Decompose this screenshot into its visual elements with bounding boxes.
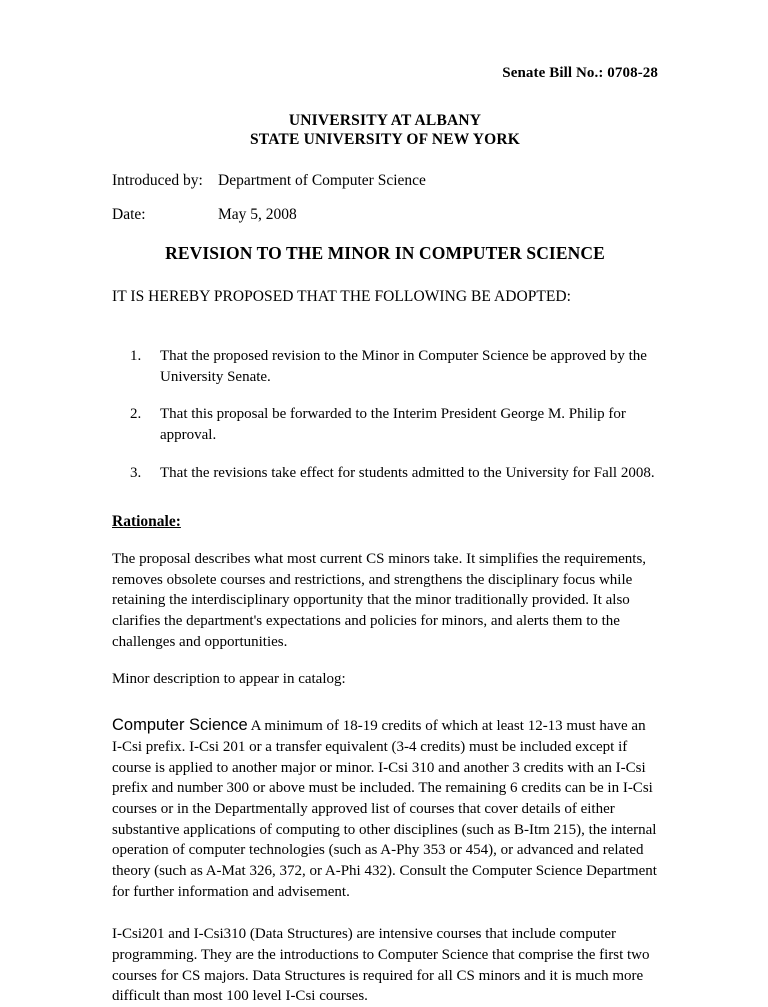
list-item-number: 3. [130,464,142,481]
rationale-heading: Rationale: [112,513,181,531]
introduced-by-value: Department of Computer Science [218,172,426,190]
date-value: May 5, 2008 [218,205,297,223]
list-item-number: 1. [130,347,142,364]
senate-bill-number: Senate Bill No.: 0708-28 [502,65,658,81]
catalog-description-paragraph [112,714,658,902]
page-title: REVISION TO THE MINOR IN COMPUTER SCIENCE [165,243,605,264]
list-item [112,404,658,445]
rationale-paragraph: The proposal describes what most current CS minors take. It simplifies the requirements, removes obsolete courses and restrictions, and strengthens the disciplinary focus while retaining the interdisciplinary opportunity that the minor traditionally provided. It also clarifies the department's expectations and policies for minors, and alerts them to the challenges and opportunities. [112,550,647,650]
proposal-list [112,346,658,483]
catalog-intro-line: Minor description to appear in catalog: [112,671,346,688]
date-label: Date: [112,205,146,223]
list-item-text: That the proposed revision to the Minor in Computer Science be approved by the University Senate. [160,347,647,385]
document-content [112,0,658,1007]
catalog-subject-name: Computer Science [112,716,248,735]
proposed-statement: IT IS HEREBY PROPOSED THAT THE FOLLOWING BE ADOPTED: [112,288,572,306]
introduced-by-label: Introduced by: [112,172,203,190]
university-system-name: STATE UNIVERSITY OF NEW YORK [249,131,520,149]
introduced-by-row [112,172,658,191]
date-row [112,206,658,225]
catalog-requirements-text: A minimum of 18-19 credits of which at least 12-13 must have an I-Csi prefix. I-Csi 201 or a transfer equivalent (3-4 credits) must be included except if course is applied to another major or minor. I-Csi 310 and another 3 credits with an I-Csi prefix and number 300 or above must be included. The remaining 6 credits can be in I-Csi courses or in the Departmentally approved list of courses that cover details of either substantive applications of computing to other disciplines (such as B-Itm 215), the internal operation of computer technologies (such as A-Phy 353 or 454), or advanced and related theory (such as A-Mat 326, 372, or A-Phi 432). Consult the Computer Science Department for further information and advisement. [112,718,657,900]
closing-paragraph: I-Csi201 and I-Csi310 (Data Structures) are intensive courses that include computer programming. They are the introductions to Computer Science that comprise the first two courses for CS majors. Data Structures is required for all CS minors and it is much more difficult than most 100 level I-Csi courses. [112,926,650,1005]
list-item [112,463,658,484]
list-item-text: That this proposal be forwarded to the Interim President George M. Philip for approval. [160,406,626,443]
list-item-number: 2. [130,406,142,423]
list-item [112,346,658,387]
university-header [112,111,658,151]
university-name: UNIVERSITY AT ALBANY [288,111,482,129]
list-item-text: That the revisions take effect for students admitted to the University for Fall 2008. [160,464,655,481]
document-meta [112,172,658,224]
